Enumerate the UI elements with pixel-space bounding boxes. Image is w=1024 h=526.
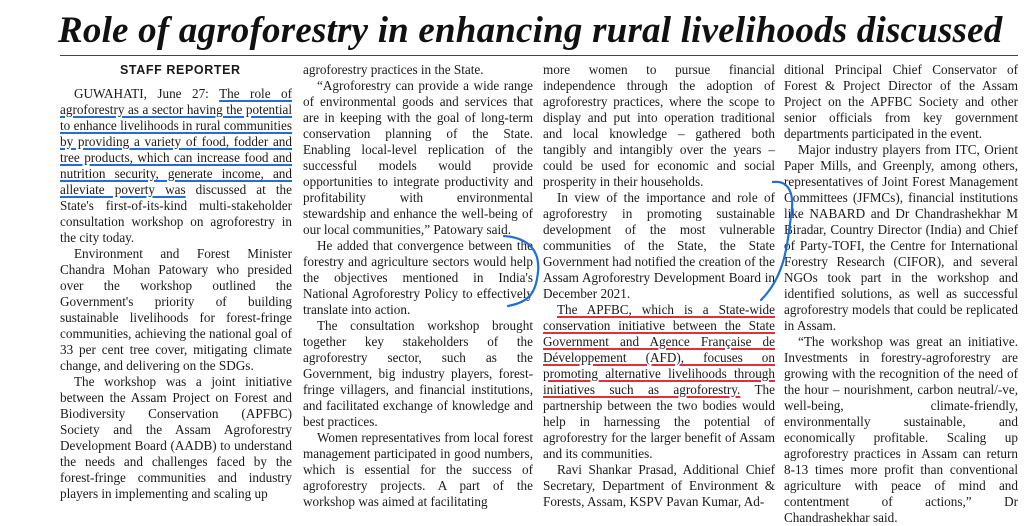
headline: Role of agroforestry in enhancing rural livelihoods discussed	[58, 10, 1003, 51]
highlighted-lead: The role of agroforestry as a sector having the potential to enhance livelihoods in rural communities by providing a variety of food, fodder and tree products, which can increase food and nutrition security, generate income, and alleviate poverty was	[60, 86, 292, 197]
paragraph: “The workshop was great an initiative. Investments in forestry-agroforestry are growing with the recognition of the need of the hour – nourishment, carbon neutral/-ve, well-being, climate-friendly, environmentally sustainable, and economically profitable. Scaling up agroforestry practices in Assam can return 8-13 times more profit than conventional agriculture with peace of mind and contentment of actions,” Dr Chandrashekhar said.	[784, 334, 1018, 525]
paragraph	[543, 302, 775, 462]
paragraph: He added that convergence between the forestry and agriculture sectors would help the objectives mentioned in India's National Agroforestry Policy to effectively translate into action.	[303, 238, 533, 317]
column-2	[303, 62, 533, 510]
column-3	[543, 62, 775, 510]
paragraph-continued: more women to pursue financial independence through the adoption of agroforestry practices, where the scope to display and put into operation traditional and local knowledge – gathered both tangibly and intangibly over the years – could be used for economic and social prosperity in their households.	[543, 62, 775, 189]
dateline: GUWAHATI, June 27:	[74, 86, 220, 101]
paragraph: In view of the importance and role of agroforestry in promoting sustainable development of the most vulnerable communities of the State, the State Government had notified the creation of the Assam Agroforestry Development Board in December 2021.	[543, 190, 775, 301]
highlighted-apfbc: The APFBC, which is a State-wide conservation initiative between the State Government and Agence Française de Développement (AFD), focuses on promoting alternative livelihoods through initiatives such as agroforestry.	[543, 302, 775, 397]
paragraph: “Agroforestry can provide a wide range of environmental goods and services that are in keeping with the goal of long-term conservation planning of the State. Enabling local-level replication of the successful models would provide opportunities to integrate productivity and profitability with environmental stewardship and enhance the well-being of our local communities,” Patowary said.	[303, 78, 533, 237]
apfbc-rest: The partnership between the two bodies would help in harnessing the potential of agroforestry for the larger benefit of Assam and its communities.	[543, 382, 775, 461]
paragraph: Environment and Forest Minister Chandra Mohan Patowary who presided over the workshop outlined the Government's priority of building sustainable livelihoods for forest-fringe communities, achieving the national goal of 33 per cent tree cover, mitigating climate change, and delivering on the SDGs.	[60, 246, 292, 373]
paragraph-continued: agroforestry practices in the State.	[303, 62, 484, 77]
paragraph: The consultation workshop brought together key stakeholders of the agroforestry sector, such as the Government, big industry players, forest-fringe villagers, and financial institutions, and facilitated exchange of knowledge and best practices.	[303, 318, 533, 429]
byline: STAFF REPORTER	[120, 63, 241, 77]
column-4	[784, 62, 1018, 526]
lead-rest: discussed at the State's first-of-its-kind multi-stakeholder consultation workshop on agroforestry in the city today.	[60, 182, 292, 245]
column-1	[60, 62, 292, 502]
paragraph: Major industry players from ITC, Orient Paper Mills, and Greenply, among others, representatives of Joint Forest Management Committees (JFMCs), financial institutions like NABARD and Dr Chandrashekhar M Biradar, Country Director (India) and Chief of Party-TOFI, the Centre for International Forestry Research (CIFOR), and several NGOs took part in the workshop and identified solutions, as well as successful agroforestry models that could be replicated in Assam.	[784, 142, 1018, 333]
paragraph: The workshop was a joint initiative between the Assam Project on Forest and Biodiversity Conservation (APFBC) Society and the Assam Agroforestry Development Board (AADB) to understand the needs and challenges faced by the forest-fringe communities and industry players in implementing and scaling up	[60, 374, 292, 501]
paragraph-continued: ditional Principal Chief Conservator of Forest & Project Director of the Assam Project on the APFBC Society and other senior officials from key government departments participated in the event.	[784, 62, 1018, 141]
paragraph: Ravi Shankar Prasad, Additional Chief Secretary, Department of Environment & Forests, Assam, KSPV Pavan Kumar, Ad-	[543, 462, 775, 509]
headline-rule	[60, 55, 1018, 56]
paragraph: Women representatives from local forest management participated in good numbers, which is essential for the success of agroforestry projects. A part of the workshop was aimed at facilitating	[303, 430, 533, 509]
lead-paragraph	[60, 86, 292, 246]
